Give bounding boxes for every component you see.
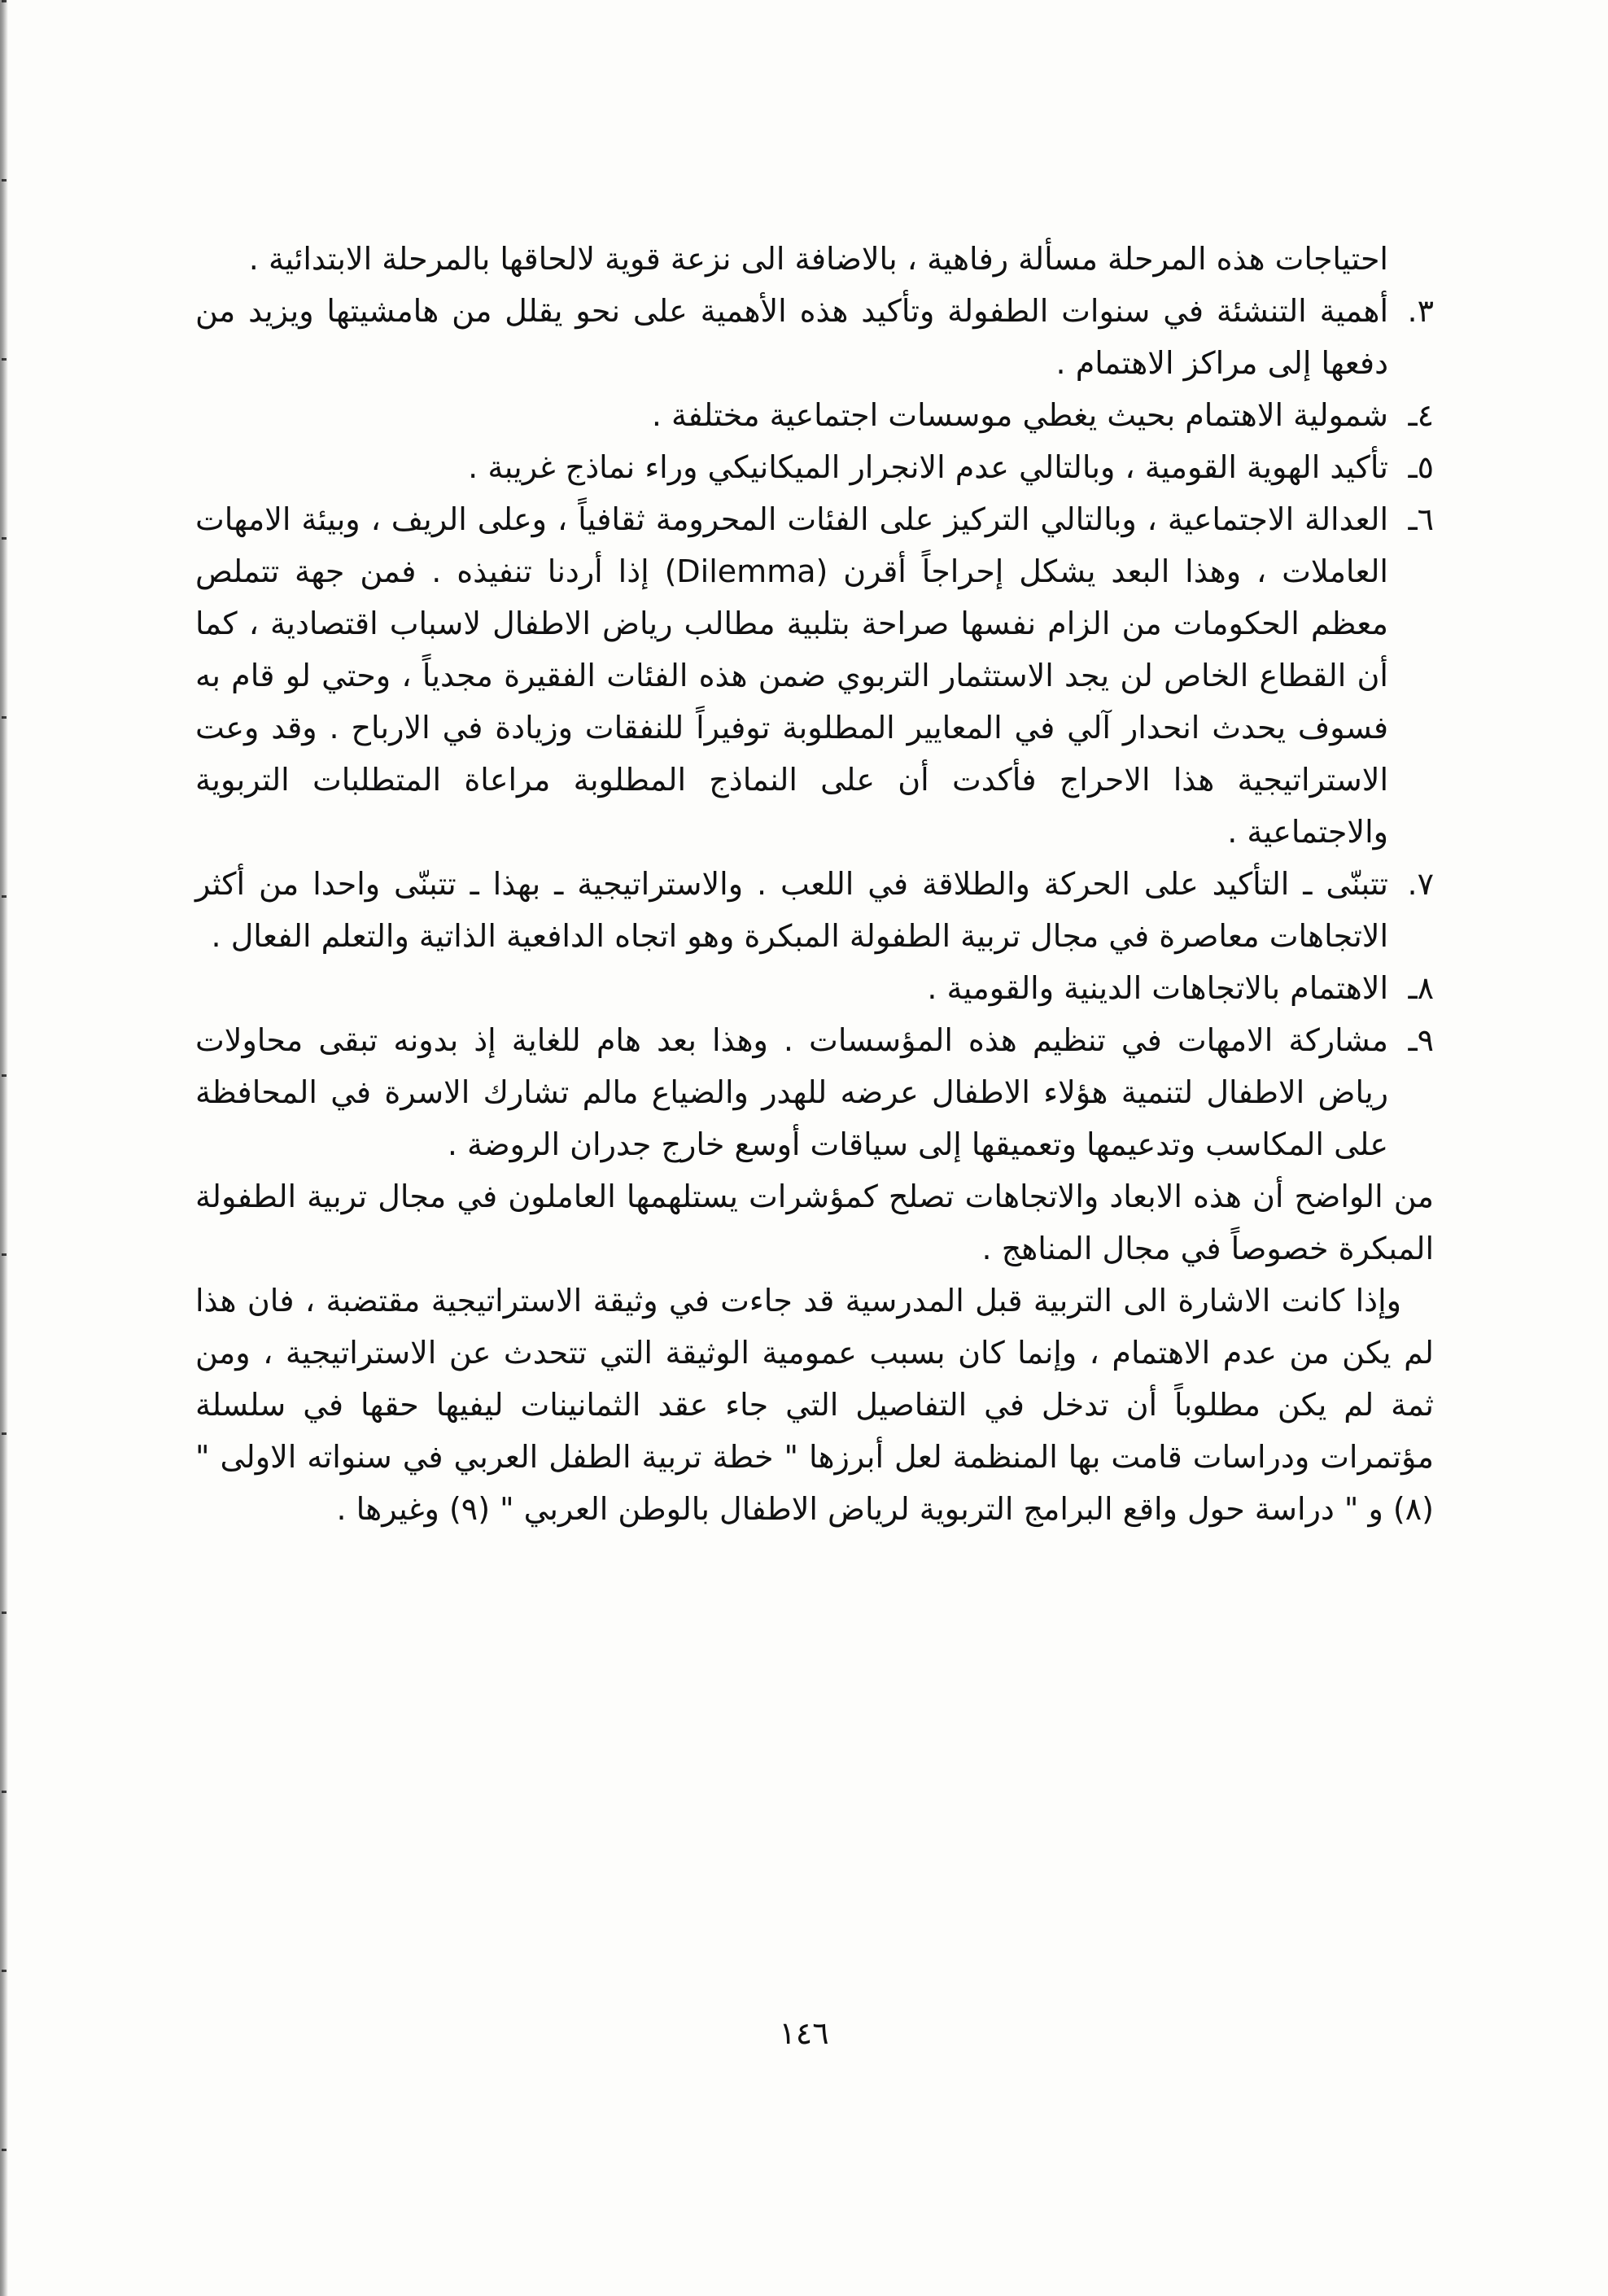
body-paragraph-1: من الواضح أن هذه الابعاد والاتجاهات تصلح كمؤشرات يستلهمها العاملون في مجال تربية الطفولة المبكرة خصوصاً في مجال المناهج . bbox=[195, 1179, 1434, 1266]
list-item-number: ٧. bbox=[1407, 866, 1434, 902]
list-item-text: تأكيد الهوية القومية ، وبالتالي عدم الانجرار الميكانيكي وراء نماذج غريبة . bbox=[468, 449, 1388, 485]
document-body bbox=[195, 233, 1434, 1535]
binding-marks bbox=[2, 0, 7, 2296]
list-item-8 bbox=[195, 962, 1434, 1014]
list-item-number: ٩ـ bbox=[1408, 1022, 1434, 1058]
body-paragraph-2: وإذا كانت الاشارة الى التربية قبل المدرسية قد جاءت في وثيقة الاستراتيجية مقتضبة ، فان هذا لم يكن من عدم الاهتمام ، وإنما كان بسبب عمومية الوثيقة التي تتحدث عن الاستراتيجية ، ومن ثمة لم يكن مطلوباً أن تدخل في التفاصيل التي جاء عقد الثمانينات ليفيها حقها في سلسلة مؤتمرات ودراسات قامت بها المنظمة لعل أبرزها " خطة تربية الطفل العربي في سنواته الاولى " (٨) و " دراسة حول واقع البرامج التربوية لرياض الاطفال بالوطن العربي " (٩) وغيرها . bbox=[195, 1283, 1434, 1527]
list-item-text: أهمية التنشئة في سنوات الطفولة وتأكيد هذه الأهمية على نحو يقلل من هامشيتها ويزيد من دفعها إلى مراكز الاهتمام . bbox=[195, 293, 1388, 381]
list-item-4 bbox=[195, 389, 1434, 441]
list-item-7 bbox=[195, 858, 1434, 962]
list-item-text: مشاركة الامهات في تنظيم هذه المؤسسات . وهذا بعد هام للغاية إذ بدونه تبقى محاولات رياض الاطفال لتنمية هؤلاء الاطفال عرضه للهدر والضياع مالم تشارك الاسرة في المحافظة على المكاسب وتدعيمها وتعميقها إلى سياقات أوسع خارج جدران الروضة . bbox=[195, 1022, 1388, 1162]
page-number: ١٤٦ bbox=[779, 2015, 829, 2051]
list-item-3 bbox=[195, 285, 1434, 389]
list-item-number: ٥ـ bbox=[1408, 449, 1434, 485]
dilemma-term: (Dilemma) bbox=[664, 553, 828, 589]
list-item-text: شمولية الاهتمام بحيث يغطي موسسات اجتماعية مختلفة . bbox=[651, 397, 1388, 433]
list-item-text: الاهتمام بالاتجاهات الدينية والقومية . bbox=[927, 970, 1388, 1006]
intro-continuation-paragraph: احتياجات هذه المرحلة مسألة رفاهية ، بالاضافة الى نزعة قوية لالحاقها بالمرحلة الابتدائية . bbox=[248, 241, 1388, 277]
list-item-number: ٨ـ bbox=[1408, 970, 1434, 1006]
list-item-number: ٤ـ bbox=[1408, 397, 1434, 433]
list-item-number: ٣. bbox=[1407, 293, 1434, 329]
list-item-text: تتبنّى ـ التأكيد على الحركة والطلاقة في اللعب . والاستراتيجية ـ بهذا ـ تتبنّى واحدا من أكثر الاتجاهات معاصرة في مجال تربية الطفولة المبكرة وهو اتجاه الدافعية الذاتية والتعلم الفعال . bbox=[195, 866, 1388, 954]
list-item-6 bbox=[195, 493, 1434, 858]
list-item-9 bbox=[195, 1014, 1434, 1170]
list-item-text-part-1: العدالة الاجتماعية ، وبالتالي التركيز على الفئات المحرومة ثقافياً ، وعلى الريف ، وبيئة الامهات العاملات ، وهذا البعد يشكل إحراجاً أقرن bbox=[195, 501, 1388, 589]
list-item-number: ٦ـ bbox=[1408, 501, 1434, 537]
list-item-text-part-2: إذا أردنا تنفيذه . فمن جهة تتملص معظم الحكومات من الزام نفسها صراحة بتلبية مطالب رياض الاطفال لاسباب اقتصادية ، كما أن القطاع الخاص لن يجد الاستثمار التربوي ضمن هذه الفئات الفقيرة مجدياً ، وحتي لو قام به فسوف يحدث انحدار آلي في المعايير المطلوبة توفيراً للنفقات وزيادة في الارباح . وقد وعت الاستراتيجية هذا الاحراج فأكدت أن على النماذج المطلوبة مراعاة المتطلبات التربوية والاجتماعية . bbox=[195, 553, 1388, 850]
list-item-5 bbox=[195, 441, 1434, 493]
